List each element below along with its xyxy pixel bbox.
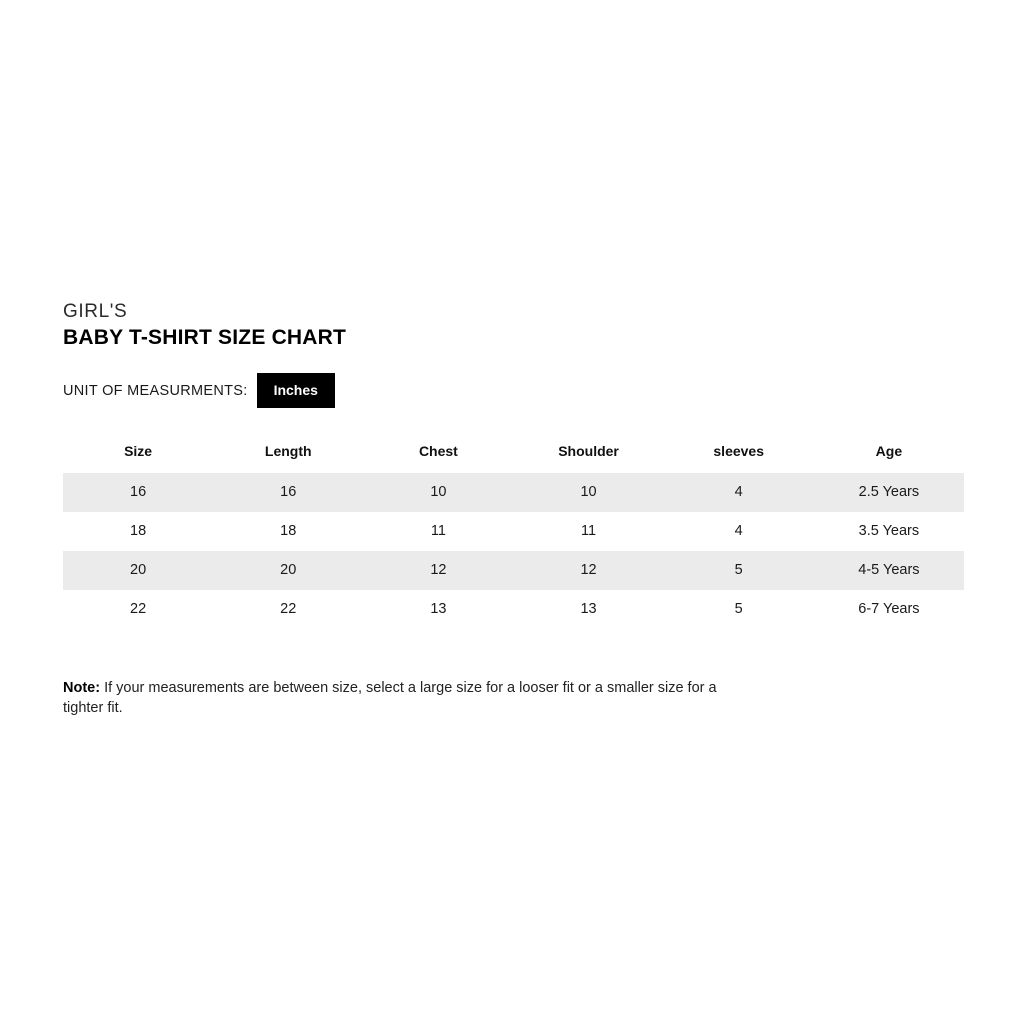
table-body xyxy=(63,473,964,629)
cell-length: 18 xyxy=(213,512,363,551)
cell-shoulder: 13 xyxy=(513,590,663,629)
cell-sleeves: 4 xyxy=(664,512,814,551)
cell-shoulder: 10 xyxy=(513,473,663,512)
cell-age: 2.5 Years xyxy=(814,473,964,512)
cell-age: 3.5 Years xyxy=(814,512,964,551)
unit-toggle-inches[interactable]: Inches xyxy=(257,373,335,408)
unit-of-measurement-row xyxy=(63,373,964,408)
cell-size: 22 xyxy=(63,590,213,629)
size-table xyxy=(63,433,964,629)
cell-chest: 12 xyxy=(363,551,513,590)
cell-shoulder: 12 xyxy=(513,551,663,590)
table-header-row xyxy=(63,433,964,473)
column-header-length: Length xyxy=(213,433,363,473)
cell-age: 4-5 Years xyxy=(814,551,964,590)
table-row xyxy=(63,590,964,629)
table-row xyxy=(63,551,964,590)
column-header-chest: Chest xyxy=(363,433,513,473)
column-header-size: Size xyxy=(63,433,213,473)
cell-chest: 10 xyxy=(363,473,513,512)
chart-eyebrow: GIRL'S xyxy=(63,301,128,322)
column-header-shoulder: Shoulder xyxy=(513,433,663,473)
column-header-age: Age xyxy=(814,433,964,473)
cell-length: 20 xyxy=(213,551,363,590)
note-body: If your measurements are between size, select a large size for a looser fit or a smaller size for a tighter fit. xyxy=(63,680,717,716)
size-chart-block xyxy=(63,300,964,629)
cell-length: 22 xyxy=(213,590,363,629)
table-row xyxy=(63,512,964,551)
note-label: Note: xyxy=(63,680,101,696)
table-row xyxy=(63,473,964,512)
cell-sleeves: 5 xyxy=(664,590,814,629)
table-header xyxy=(63,433,964,473)
cell-chest: 11 xyxy=(363,512,513,551)
note-text xyxy=(63,678,753,718)
cell-chest: 13 xyxy=(363,590,513,629)
cell-size: 20 xyxy=(63,551,213,590)
cell-sleeves: 5 xyxy=(664,551,814,590)
unit-label: UNIT OF MEASURMENTS: xyxy=(63,382,248,399)
cell-shoulder: 11 xyxy=(513,512,663,551)
cell-size: 16 xyxy=(63,473,213,512)
cell-length: 16 xyxy=(213,473,363,512)
cell-sleeves: 4 xyxy=(664,473,814,512)
cell-age: 6-7 Years xyxy=(814,590,964,629)
column-header-sleeves: sleeves xyxy=(664,433,814,473)
page-title: BABY T-SHIRT SIZE CHART xyxy=(63,326,347,349)
cell-size: 18 xyxy=(63,512,213,551)
